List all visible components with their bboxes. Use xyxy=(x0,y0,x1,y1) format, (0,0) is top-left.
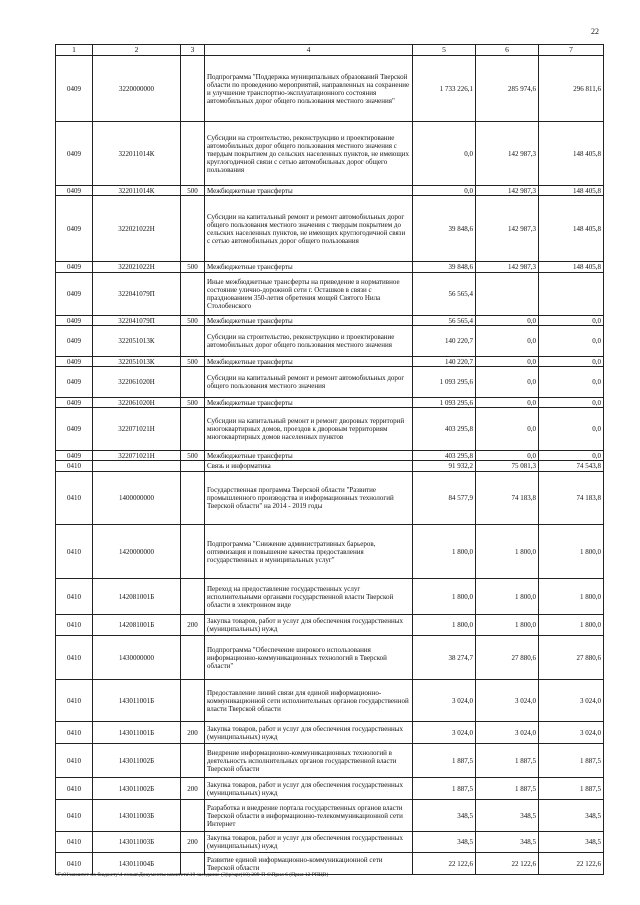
target-code-cell: 322021022Н xyxy=(93,196,181,262)
table-row xyxy=(56,262,604,273)
expense-type-cell xyxy=(181,122,205,186)
target-code-cell: 322061020Н xyxy=(93,367,181,398)
amount-year2-cell: 74 183,8 xyxy=(476,472,539,525)
item-name-cell: Субсидии на капитальный ремонт и ремонт дворовых территорий многоквартирных домов, проездов к дворовым территориям многоквартирных домов населенных пунктов xyxy=(205,408,413,451)
expense-type-cell: 200 xyxy=(181,615,205,636)
amount-year1-cell: 3 024,0 xyxy=(413,722,476,744)
amount-year3-cell: 1 800,0 xyxy=(539,525,604,579)
table-row xyxy=(56,832,604,853)
amount-year3-cell: 0,0 xyxy=(539,367,604,398)
amount-year3-cell: 0,0 xyxy=(539,451,604,461)
expense-type-cell xyxy=(181,680,205,722)
section-code-cell: 0409 xyxy=(56,398,93,408)
table-row xyxy=(56,367,604,398)
amount-year3-cell: 27 880,6 xyxy=(539,636,604,680)
section-code-cell: 0409 xyxy=(56,408,93,451)
column-number-row xyxy=(56,45,604,56)
amount-year3-cell: 1 887,5 xyxy=(539,778,604,800)
amount-year2-cell: 75 081,3 xyxy=(476,461,539,472)
column-header: 5 xyxy=(413,45,476,56)
table-row xyxy=(56,122,604,186)
expense-type-cell xyxy=(181,525,205,579)
amount-year3-cell: 3 024,0 xyxy=(539,722,604,744)
item-name-cell: Предоставление линий связи для единой информационно-коммуникационной сети исполнительных органов государственной власти Тверской области xyxy=(205,680,413,722)
section-code-cell: 0409 xyxy=(56,186,93,196)
amount-year3-cell: 148 405,8 xyxy=(539,196,604,262)
section-code-cell: 0409 xyxy=(56,316,93,326)
amount-year2-cell: 0,0 xyxy=(476,451,539,461)
item-name-cell: Межбюджетные трансферты xyxy=(205,357,413,367)
amount-year1-cell: 1 800,0 xyxy=(413,525,476,579)
section-code-cell: 0410 xyxy=(56,832,93,853)
amount-year2-cell: 0,0 xyxy=(476,357,539,367)
amount-year1-cell: 3 024,0 xyxy=(413,680,476,722)
item-name-cell: Переход на предоставление государственных услуг исполнительными органами государственной власти Тверской области в электронном виде xyxy=(205,579,413,615)
section-code-cell: 0409 xyxy=(56,367,93,398)
item-name-cell: Субсидии на капитальный ремонт и ремонт автомобильных дорог общего пользования местного значения с твердым покрытием до сельских населенных пунктов, не имеющих круглогодичной связи с сетью автомобильных дорог общего пользования xyxy=(205,196,413,262)
target-code-cell: 322011014К xyxy=(93,186,181,196)
amount-year3-cell: 1 800,0 xyxy=(539,615,604,636)
section-code-cell: 0410 xyxy=(56,525,93,579)
expense-type-cell xyxy=(181,367,205,398)
table-row xyxy=(56,398,604,408)
section-code-cell: 0410 xyxy=(56,636,93,680)
target-code-cell: 322071021Н xyxy=(93,408,181,451)
amount-year1-cell: 1 093 295,6 xyxy=(413,398,476,408)
expense-type-cell xyxy=(181,326,205,357)
amount-year1-cell: 140 220,7 xyxy=(413,357,476,367)
amount-year3-cell: 296 811,6 xyxy=(539,56,604,122)
expense-type-cell: 200 xyxy=(181,778,205,800)
table-row xyxy=(56,636,604,680)
target-code-cell: 142081001Б xyxy=(93,579,181,615)
column-header: 3 xyxy=(181,45,205,56)
expense-type-cell xyxy=(181,461,205,472)
expense-type-cell xyxy=(181,273,205,316)
item-name-cell: Развитие единой информационно-коммуникационной сети Тверской области xyxy=(205,853,413,875)
item-name-cell: Межбюджетные трансферты xyxy=(205,316,413,326)
target-code-cell: 322041079П xyxy=(93,273,181,316)
table-row xyxy=(56,722,604,744)
amount-year3-cell: 3 024,0 xyxy=(539,680,604,722)
amount-year3-cell: 74 183,8 xyxy=(539,472,604,525)
table-row xyxy=(56,326,604,357)
target-code-cell: 322061020Н xyxy=(93,398,181,408)
amount-year2-cell: 348,5 xyxy=(476,832,539,853)
item-name-cell: Разработка и внедрение портала государственных органов власти Тверской области в информационно-телекоммуникационной сети Интернет xyxy=(205,800,413,832)
amount-year1-cell: 56 565,4 xyxy=(413,316,476,326)
target-code-cell: 143011002Б xyxy=(93,744,181,778)
target-code-cell: 1400000000 xyxy=(93,472,181,525)
table-row xyxy=(56,680,604,722)
expense-type-cell: 500 xyxy=(181,186,205,196)
column-header: 7 xyxy=(539,45,604,56)
amount-year2-cell: 1 887,5 xyxy=(476,744,539,778)
item-name-cell: Субсидии на строительство, реконструкцию и проектирование автомобильных дорог общего пользования местного значения xyxy=(205,326,413,357)
target-code-cell: 322011014К xyxy=(93,122,181,186)
amount-year1-cell: 1 800,0 xyxy=(413,615,476,636)
table-row xyxy=(56,357,604,367)
amount-year2-cell: 3 024,0 xyxy=(476,722,539,744)
table-row xyxy=(56,800,604,832)
table-row xyxy=(56,525,604,579)
amount-year2-cell: 348,5 xyxy=(476,800,539,832)
target-code-cell: 322021022Н xyxy=(93,262,181,273)
page-number: 22 xyxy=(591,27,599,36)
amount-year2-cell: 0,0 xyxy=(476,398,539,408)
target-code-cell: 1430000000 xyxy=(93,636,181,680)
amount-year1-cell: 0,0 xyxy=(413,122,476,186)
item-name-cell: Иные межбюджетные трансферты на приведение в нормативное состояние улично-дорожной сети г. Осташков в связи с празднованием 350-летия обретения мощей Святого Нила Столобенского xyxy=(205,273,413,316)
budget-table xyxy=(55,44,604,875)
amount-year2-cell: 142 987,3 xyxy=(476,186,539,196)
amount-year2-cell: 0,0 xyxy=(476,367,539,398)
target-code-cell: 143011001Б xyxy=(93,680,181,722)
expense-type-cell: 500 xyxy=(181,357,205,367)
target-code-cell: 322051013К xyxy=(93,357,181,367)
section-code-cell: 0410 xyxy=(56,680,93,722)
table-row xyxy=(56,778,604,800)
item-name-cell: Связь и информатика xyxy=(205,461,413,472)
column-header: 2 xyxy=(93,45,181,56)
section-code-cell: 0409 xyxy=(56,451,93,461)
table-row xyxy=(56,461,604,472)
section-code-cell: 0410 xyxy=(56,778,93,800)
table-row xyxy=(56,408,604,451)
item-name-cell: Подпрограмма "Обеспечение широкого использования информационно-коммуникационных технологий в Тверской области" xyxy=(205,636,413,680)
item-name-cell: Внедрение информационно-коммуникационных технологий в деятельность исполнительных органов государственной власти Тверской области xyxy=(205,744,413,778)
amount-year3-cell: 348,5 xyxy=(539,800,604,832)
item-name-cell: Межбюджетные трансферты xyxy=(205,398,413,408)
amount-year3-cell: 22 122,6 xyxy=(539,853,604,875)
item-name-cell: Подпрограмма "Снижение административных барьеров, оптимизация и повышение качества предоставления государственных и муниципальных услуг" xyxy=(205,525,413,579)
amount-year3-cell: 1 800,0 xyxy=(539,579,604,615)
target-code-cell: 143011003Б xyxy=(93,800,181,832)
target-code-cell: 143011004Б xyxy=(93,853,181,875)
expense-type-cell: 500 xyxy=(181,398,205,408)
amount-year2-cell: 1 800,0 xyxy=(476,615,539,636)
item-name-cell: Закупка товаров, работ и услуг для обеспечения государственных (муниципальных) нужд xyxy=(205,722,413,744)
amount-year1-cell: 84 577,9 xyxy=(413,472,476,525)
section-code-cell: 0410 xyxy=(56,579,93,615)
amount-year1-cell: 22 122,6 xyxy=(413,853,476,875)
amount-year1-cell: 91 932,2 xyxy=(413,461,476,472)
section-code-cell: 0409 xyxy=(56,262,93,273)
target-code-cell: 143011003Б xyxy=(93,832,181,853)
amount-year1-cell: 1 733 226,1 xyxy=(413,56,476,122)
column-header: 4 xyxy=(205,45,413,56)
amount-year3-cell: 0,0 xyxy=(539,357,604,367)
amount-year1-cell: 140 220,7 xyxy=(413,326,476,357)
column-header: 6 xyxy=(476,45,539,56)
section-code-cell: 0410 xyxy=(56,744,93,778)
table-row xyxy=(56,615,604,636)
section-code-cell: 0410 xyxy=(56,800,93,832)
target-code-cell: 143011001Б xyxy=(93,722,181,744)
table-row xyxy=(56,472,604,525)
target-code-cell: 142081001Б xyxy=(93,615,181,636)
item-name-cell: Субсидии на капитальный ремонт и ремонт автомобильных дорог общего пользования местного значения xyxy=(205,367,413,398)
amount-year2-cell: 1 800,0 xyxy=(476,525,539,579)
section-code-cell: 0410 xyxy=(56,853,93,875)
table-row xyxy=(56,451,604,461)
expense-type-cell: 500 xyxy=(181,451,205,461)
table-row xyxy=(56,316,604,326)
expense-type-cell xyxy=(181,56,205,122)
amount-year2-cell: 285 974,6 xyxy=(476,56,539,122)
amount-year3-cell: 148 405,8 xyxy=(539,122,604,186)
target-code-cell xyxy=(93,461,181,472)
expense-type-cell xyxy=(181,472,205,525)
amount-year2-cell: 0,0 xyxy=(476,408,539,451)
section-code-cell: 0410 xyxy=(56,461,93,472)
amount-year2-cell: 22 122,6 xyxy=(476,853,539,875)
expense-type-cell xyxy=(181,408,205,451)
table-row xyxy=(56,186,604,196)
item-name-cell: Межбюджетные трансферты xyxy=(205,451,413,461)
amount-year2-cell: 0,0 xyxy=(476,326,539,357)
amount-year2-cell: 1 887,5 xyxy=(476,778,539,800)
amount-year1-cell: 403 295,8 xyxy=(413,408,476,451)
section-code-cell: 0410 xyxy=(56,615,93,636)
expense-type-cell: 500 xyxy=(181,262,205,273)
amount-year1-cell: 0,0 xyxy=(413,186,476,196)
section-code-cell: 0410 xyxy=(56,722,93,744)
amount-year1-cell: 1 093 295,6 xyxy=(413,367,476,398)
section-code-cell: 0409 xyxy=(56,326,93,357)
file-path-footer: \\Fs01\комитет по бюджету\4 созыв\Документы комитета\10 заседание (3)\p\upr(10) 209-П-6\Прил 6 (Прил 12 РПЦВ) xyxy=(55,872,329,878)
expense-type-cell xyxy=(181,579,205,615)
target-code-cell: 3220000000 xyxy=(93,56,181,122)
amount-year1-cell: 348,5 xyxy=(413,832,476,853)
amount-year3-cell: 1 887,5 xyxy=(539,744,604,778)
item-name-cell: Закупка товаров, работ и услуг для обеспечения государственных (муниципальных) нужд xyxy=(205,778,413,800)
amount-year1-cell: 39 848,6 xyxy=(413,196,476,262)
amount-year1-cell: 1 800,0 xyxy=(413,579,476,615)
amount-year2-cell: 142 987,3 xyxy=(476,122,539,186)
target-code-cell: 322071021Н xyxy=(93,451,181,461)
amount-year1-cell: 1 887,5 xyxy=(413,778,476,800)
item-name-cell: Закупка товаров, работ и услуг для обеспечения государственных (муниципальных) нужд xyxy=(205,615,413,636)
target-code-cell: 322051013К xyxy=(93,326,181,357)
section-code-cell: 0409 xyxy=(56,56,93,122)
amount-year1-cell: 56 565,4 xyxy=(413,273,476,316)
amount-year2-cell xyxy=(476,273,539,316)
item-name-cell: Государственная программа Тверской области "Развитие промышленного производства и информационных технологий Тверской области" на 2014 - 2019 годы xyxy=(205,472,413,525)
target-code-cell: 1420000000 xyxy=(93,525,181,579)
section-code-cell: 0409 xyxy=(56,122,93,186)
amount-year3-cell: 148 405,8 xyxy=(539,186,604,196)
section-code-cell: 0410 xyxy=(56,472,93,525)
item-name-cell: Межбюджетные трансферты xyxy=(205,262,413,273)
section-code-cell: 0409 xyxy=(56,196,93,262)
amount-year3-cell: 148 405,8 xyxy=(539,262,604,273)
target-code-cell: 322041079П xyxy=(93,316,181,326)
amount-year3-cell: 0,0 xyxy=(539,398,604,408)
amount-year2-cell: 3 024,0 xyxy=(476,680,539,722)
expense-type-cell xyxy=(181,744,205,778)
expense-type-cell xyxy=(181,196,205,262)
expense-type-cell: 200 xyxy=(181,722,205,744)
amount-year2-cell: 142 987,3 xyxy=(476,196,539,262)
table-row xyxy=(56,56,604,122)
expense-type-cell xyxy=(181,800,205,832)
section-code-cell: 0409 xyxy=(56,357,93,367)
item-name-cell: Подпрограмма "Поддержка муниципальных образований Тверской области по проведению мероприятий, направленных на сохранение и улучшение транспортно-эксплуатационного состояния автомобильных дорог общего пользования местного значения" xyxy=(205,56,413,122)
amount-year2-cell: 27 880,6 xyxy=(476,636,539,680)
item-name-cell: Закупка товаров, работ и услуг для обеспечения государственных (муниципальных) нужд xyxy=(205,832,413,853)
amount-year3-cell: 348,5 xyxy=(539,832,604,853)
column-header: 1 xyxy=(56,45,93,56)
amount-year3-cell xyxy=(539,273,604,316)
amount-year1-cell: 403 295,8 xyxy=(413,451,476,461)
item-name-cell: Субсидии на строительство, реконструкцию и проектирование автомобильных дорог общего пользования местного значения с твердым покрытием до сельских населенных пунктов, не имеющих круглогодичной связи с сетью автомобильных дорог общего пользования xyxy=(205,122,413,186)
amount-year2-cell: 142 987,3 xyxy=(476,262,539,273)
amount-year1-cell: 1 887,5 xyxy=(413,744,476,778)
amount-year3-cell: 74 543,8 xyxy=(539,461,604,472)
item-name-cell: Межбюджетные трансферты xyxy=(205,186,413,196)
amount-year1-cell: 348,5 xyxy=(413,800,476,832)
amount-year3-cell: 0,0 xyxy=(539,316,604,326)
amount-year2-cell: 0,0 xyxy=(476,316,539,326)
amount-year3-cell: 0,0 xyxy=(539,326,604,357)
table-row xyxy=(56,273,604,316)
expense-type-cell xyxy=(181,636,205,680)
expense-type-cell: 200 xyxy=(181,832,205,853)
amount-year1-cell: 38 274,7 xyxy=(413,636,476,680)
amount-year3-cell: 0,0 xyxy=(539,408,604,451)
table-row xyxy=(56,196,604,262)
target-code-cell: 143011002Б xyxy=(93,778,181,800)
section-code-cell: 0409 xyxy=(56,273,93,316)
amount-year1-cell: 39 848,6 xyxy=(413,262,476,273)
expense-type-cell: 500 xyxy=(181,316,205,326)
table-row xyxy=(56,579,604,615)
table-row xyxy=(56,744,604,778)
amount-year2-cell: 1 800,0 xyxy=(476,579,539,615)
